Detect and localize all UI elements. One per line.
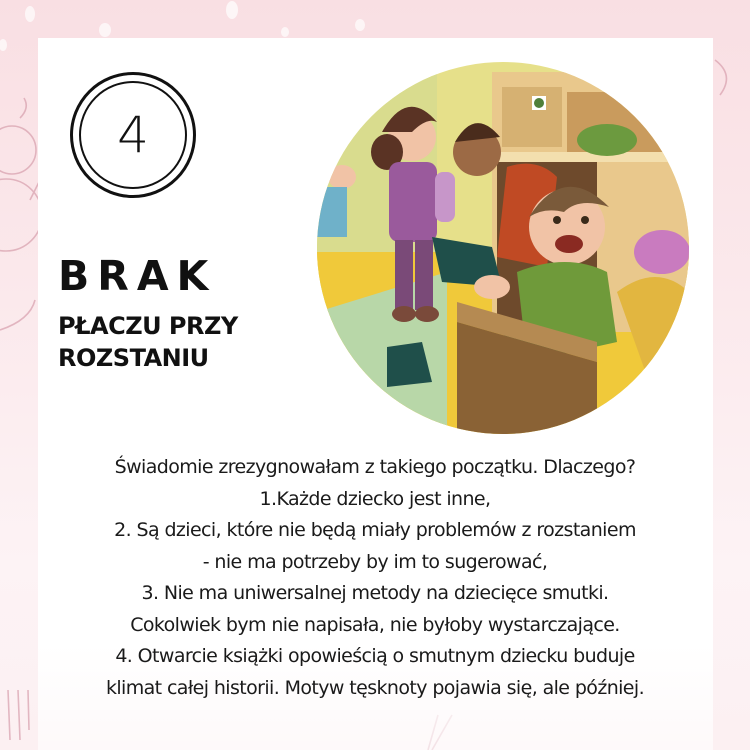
body-line-3: 2. Są dzieci, które nie będą miały problemów z rozstaniem [114, 519, 636, 541]
kindergarten-illustration [317, 62, 689, 434]
number-badge [70, 72, 196, 198]
body-line-2: 1.Każde dziecko jest inne, [259, 487, 491, 510]
number-badge-value: 4 [117, 106, 149, 164]
body-line-1: Świadomie zrezygnowałam z takiego początku. Dlaczego? [114, 456, 636, 478]
heading-sub-line-1: PŁACZU PRZY [58, 312, 238, 340]
body-line-8: klimat całej historii. Motyw tęsknoty pojawia się, ale później. [105, 676, 645, 699]
heading-main: BRAK [58, 252, 217, 300]
body-line-6: Cokolwiek bym nie napisała, nie byłoby wystarczające. [130, 613, 620, 636]
body-text [30, 452, 720, 704]
heading-sub [58, 310, 308, 374]
heading-sub-line-2: ROZSTANIU [58, 344, 209, 372]
body-line-5: 3. Nie ma uniwersalnej metody na dziecięce smutki. [141, 582, 609, 604]
number-badge-inner-ring [79, 81, 187, 189]
body-line-4: - nie ma potrzeby by im to sugerować, [202, 550, 548, 573]
body-line-7: 4. Otwarcie książki opowieścią o smutnym dziecku buduje [115, 645, 635, 667]
illustration-image [317, 62, 689, 434]
